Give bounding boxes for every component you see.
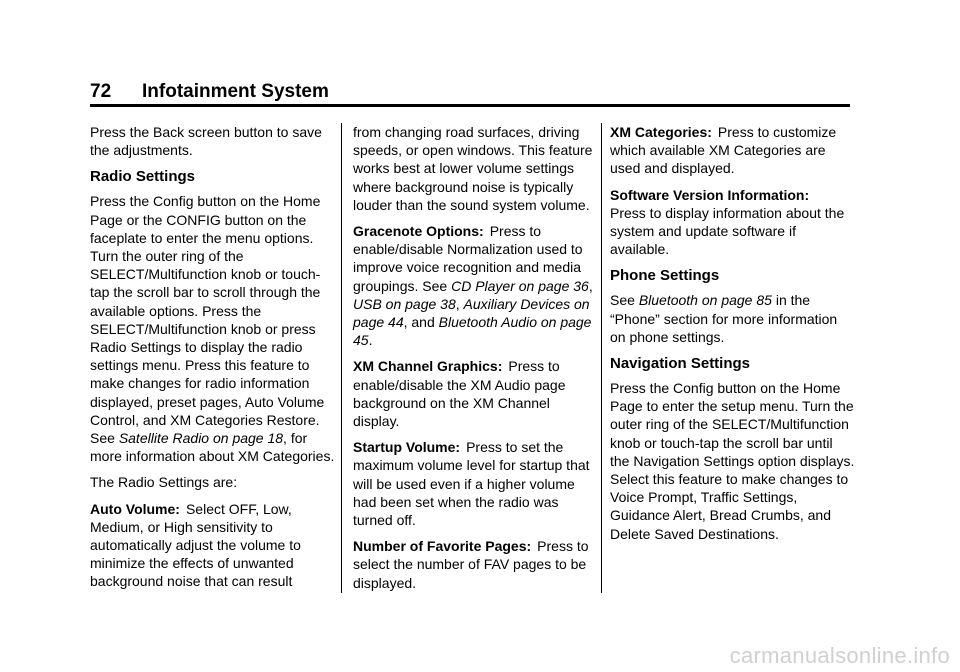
definition-text: Press to set the maximum volume level for startup that will be used even if a higher volume had been set when the radio was turned off. xyxy=(353,439,590,529)
header-rule xyxy=(90,104,850,107)
definition-item xyxy=(353,357,593,430)
cross-reference-link[interactable]: CD Player on page 36 xyxy=(451,277,589,294)
section-heading-navigation-settings: Navigation Settings xyxy=(610,355,751,373)
column-3 xyxy=(610,123,855,551)
paragraph: from changing road surfaces, driving speeds, or open windows. This feature works best at lower volume settings where background noise is typically louder than the sound system volume. xyxy=(353,124,593,213)
definition-term: Startup Volume: xyxy=(353,439,461,456)
page-number: 72 xyxy=(90,81,112,102)
definition-text: Press to enable/disable Normalization used to improve voice recognition and media groupings. See xyxy=(353,223,583,294)
definition-text: Press to customize which available XM Categories are used and displayed. xyxy=(610,124,837,177)
definition-item xyxy=(353,537,593,592)
paragraph: The Radio Settings are: xyxy=(90,474,238,491)
cross-reference-link[interactable]: Bluetooth on page 85 xyxy=(638,292,772,309)
column-1 xyxy=(90,123,335,599)
paragraph: Press the Back screen button to save the adjustments. xyxy=(90,124,322,159)
definition-text: Press to select the number of FAV pages to be displayed. xyxy=(353,538,589,591)
definition-item xyxy=(610,186,855,259)
section-heading-radio-settings: Radio Settings xyxy=(90,168,196,186)
definition-item xyxy=(610,123,855,178)
column-2 xyxy=(353,123,593,600)
definition-text: Press to display information about the system and update software if available. xyxy=(610,204,845,258)
paragraph-text: in the “Phone” section for more information on phone settings. xyxy=(610,292,838,345)
section-heading-phone-settings: Phone Settings xyxy=(610,267,720,285)
paragraph xyxy=(90,192,335,465)
definition-text: Press to enable/disable the XM Audio page background on the XM Channel display. xyxy=(353,358,566,430)
separator-text: , xyxy=(455,295,464,312)
paragraph-text: , for more information about XM Categories. xyxy=(90,430,335,465)
cross-reference-link[interactable]: Bluetooth Audio on page 45 xyxy=(353,314,592,349)
page-header xyxy=(90,80,850,104)
separator-text: . xyxy=(368,332,373,349)
definition-item xyxy=(353,222,593,349)
watermark: carmanualsonline.info xyxy=(729,643,950,668)
paragraph xyxy=(610,291,855,346)
separator-text: , xyxy=(588,277,593,294)
page-title: Infotainment System xyxy=(142,81,329,102)
cross-reference-link[interactable]: USB on page 38 xyxy=(353,295,456,312)
separator-text: , and xyxy=(403,314,439,331)
definition-item xyxy=(90,500,335,591)
definition-term: Gracenote Options: xyxy=(353,223,484,240)
definition-item xyxy=(353,438,593,529)
paragraph-text: Press the Config button on the Home Page or the CONFIG button on the faceplate to enter the menu options. Turn the outer ring of the SELECT/Multifunction knob or touch-tap the scroll bar to scroll through the available options. Press the SELECT/Multifunction knob or press Radio Settings to display the radio settings menu. Press this feature to make changes for radio information displayed, preset pages, Auto Volume Control, and XM Categories Restore. See xyxy=(90,193,325,447)
definition-term: Software Version Information: xyxy=(610,186,810,203)
definition-text: Select OFF, Low, Medium, or High sensitivity to automatically adjust the volume to minimize the effects of unwanted background noise that can result xyxy=(90,500,301,590)
definition-term: Number of Favorite Pages: xyxy=(353,538,532,555)
column-divider xyxy=(341,123,342,593)
column-divider xyxy=(601,123,602,593)
paragraph: Press the Config button on the Home Page to enter the setup menu. Turn the outer ring of the SELECT/Multifunction knob or touch-tap the scroll bar until the Navigation Settings option displays. Select this feature to make changes to Voice Prompt, Traffic Settings, Guidance Alert, Bread Crumbs, and Delete Saved Destinations. xyxy=(610,380,855,542)
definition-term: XM Channel Graphics: xyxy=(353,358,503,375)
definition-term: Auto Volume: xyxy=(90,500,180,517)
cross-reference-link[interactable]: Satellite Radio on page 18 xyxy=(118,430,284,447)
cross-reference-link[interactable]: Auxiliary Devices on page 44 xyxy=(353,295,590,331)
definition-term: XM Categories: xyxy=(610,124,712,140)
paragraph-text: See xyxy=(610,292,639,309)
